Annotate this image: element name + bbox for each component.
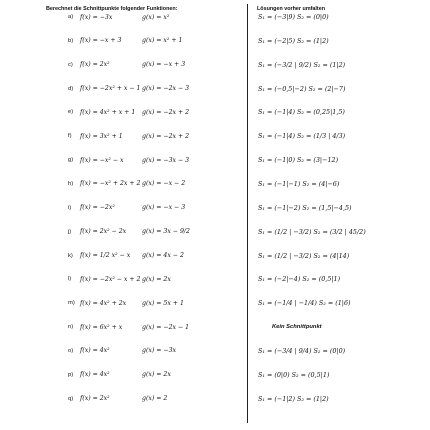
function-g: g(x) = −x − 2 [142, 180, 186, 188]
solution-text: S₁ = (−1|4) S₂ = (0,25|1,5) [258, 108, 345, 117]
problem-label: p) [68, 371, 74, 378]
solution-row [258, 105, 345, 119]
solution-row [258, 201, 352, 215]
problem-row [68, 10, 169, 24]
function-f: f(x) = 4x² + x + 1 [80, 108, 136, 116]
problem-label: l) [68, 276, 72, 283]
problem-row [68, 58, 185, 72]
function-f: f(x) = 2x² [80, 61, 110, 69]
solution-row [258, 344, 345, 358]
function-f: f(x) = 2x² − 2x [80, 228, 127, 236]
problem-label: i) [68, 204, 72, 211]
function-g: g(x) = −2x − 1 [142, 323, 190, 331]
function-g: g(x) = −x − 3 [142, 204, 186, 212]
solution-text: S₁ = (−1|4) S₂ = (1/3 | 4/3) [258, 132, 346, 141]
function-g: g(x) = 2x [142, 371, 171, 379]
function-f: f(x) = 1/2 x² − x [80, 252, 131, 259]
function-g: g(x) = −2x + 2 [142, 108, 190, 116]
problem-label: j) [68, 228, 72, 235]
problem-row [68, 225, 190, 239]
solution-row [258, 82, 345, 96]
solution-row [258, 368, 329, 382]
problem-label: b) [68, 37, 74, 44]
column-divider [247, 4, 248, 423]
problem-row [68, 34, 182, 48]
solution-row [258, 58, 345, 72]
problem-row [68, 368, 171, 382]
function-f: f(x) = −x + 3 [80, 37, 122, 45]
problem-row [68, 129, 189, 143]
function-f: f(x) = 4x² [80, 371, 110, 379]
solution-row [258, 10, 329, 24]
solution-text: S₁ = (1/2 | −3/2) S₂ = (3/2 | 45/2) [258, 227, 366, 236]
solution-row [258, 34, 329, 48]
function-f: f(x) = 4x² [80, 347, 110, 355]
problem-row [68, 153, 189, 167]
function-f: f(x) = −x² + 2x + 2 [80, 180, 141, 188]
problem-row [68, 82, 189, 96]
problem-row [68, 320, 189, 334]
problem-row [68, 392, 167, 406]
function-g: g(x) = x² + 1 [142, 37, 183, 45]
function-g: g(x) = 2x [142, 275, 171, 283]
problem-row [68, 177, 185, 191]
problem-label: f) [68, 133, 72, 140]
solution-text: S₁ = (−1|0) S₂ = (3|−12) [258, 156, 339, 165]
problem-row [68, 272, 171, 286]
problem-row [68, 344, 176, 358]
problem-label: m) [68, 300, 75, 307]
solution-text: S₁ = (1/2 | −3/2) S₂ = (4|14) [258, 251, 350, 260]
problem-label: q) [68, 395, 74, 402]
problem-label: d) [68, 85, 74, 92]
function-f: f(x) = −x² − x [80, 156, 124, 164]
solution-text: Kein Schnittpunkt [272, 324, 322, 331]
problem-label: k) [68, 252, 73, 259]
function-g: g(x) = −3x [142, 347, 177, 355]
solution-text: S₁ = (−1|−2) S₂ = (1,5|−4,5) [258, 203, 352, 212]
problem-label: o) [68, 347, 74, 354]
problem-label: g) [68, 157, 74, 164]
solution-row [258, 249, 349, 263]
solution-row [258, 392, 329, 406]
solution-text: S₁ = (−3/2 | 9/2) S₂ = (1|2) [258, 60, 346, 69]
solution-row [258, 129, 345, 143]
function-f: f(x) = 4x² + 2x [80, 299, 127, 307]
instructions-heading: Berechnet die Schnittpunkte folgender Funktionen: [46, 6, 178, 12]
problem-row [68, 249, 184, 263]
solution-row [258, 177, 339, 191]
solution-text: S₁ = (−1|2) S₂ = (1|2) [258, 394, 329, 403]
function-f: f(x) = 2x² [80, 395, 110, 403]
problem-label: n) [68, 324, 74, 331]
function-f: f(x) = −3x [80, 13, 113, 21]
solution-text: S₁ = (−1/4 | −1/4) S₂ = (1|6) [258, 299, 351, 308]
function-f: f(x) = −2x² − x + 2 [80, 275, 141, 283]
problem-row [68, 201, 185, 215]
function-g: g(x) = 3x − 9/2 [142, 228, 190, 236]
function-f: f(x) = −2x² [80, 204, 115, 212]
solution-text: S₁ = (−1|−1) S₂ = (4|−6) [258, 179, 340, 188]
problem-label: a) [68, 14, 74, 20]
function-g: g(x) = 2 [142, 395, 168, 403]
solution-text: S₁ = (−3|9) S₂ = (0|0) [258, 13, 329, 21]
solution-row [258, 225, 366, 239]
function-g: g(x) = −x + 3 [142, 61, 186, 69]
function-g: g(x) = −2x − 3 [142, 85, 190, 93]
function-f: f(x) = 6x² + x [80, 323, 123, 331]
solution-row [258, 272, 340, 286]
function-f: f(x) = 3x² + 1 [80, 132, 123, 140]
problem-label: h) [68, 180, 74, 187]
solution-row [258, 153, 338, 167]
problem-label: c) [68, 61, 73, 68]
problem-row [68, 296, 184, 310]
solution-text: S₁ = (−0,5|−2) S₂ = (2|−7) [258, 84, 346, 93]
solution-text: S₁ = (−3/4 | 9/4) S₂ = (0|0) [258, 346, 346, 355]
solution-text: S₁ = (−2|−4) S₂ = (0,5|1) [258, 275, 341, 284]
solution-row [258, 320, 322, 334]
function-g: g(x) = 4x − 2 [142, 252, 184, 259]
function-f: f(x) = −2x² + x − 1 [80, 85, 141, 93]
problem-label: e) [68, 109, 74, 116]
function-g: g(x) = −3x − 3 [142, 156, 190, 164]
function-g: g(x) = x² [142, 13, 170, 21]
solution-text: S₁ = (0|0) S₂ = (0,5|1) [258, 370, 330, 379]
function-g: g(x) = −2x + 2 [142, 132, 190, 140]
problem-row [68, 105, 189, 119]
solution-text: S₁ = (−2|5) S₂ = (1|2) [258, 36, 329, 45]
solution-row [258, 296, 351, 310]
solutions-heading: Lösungen vorher umfalten [257, 6, 325, 12]
function-g: g(x) = 5x + 1 [142, 299, 184, 307]
